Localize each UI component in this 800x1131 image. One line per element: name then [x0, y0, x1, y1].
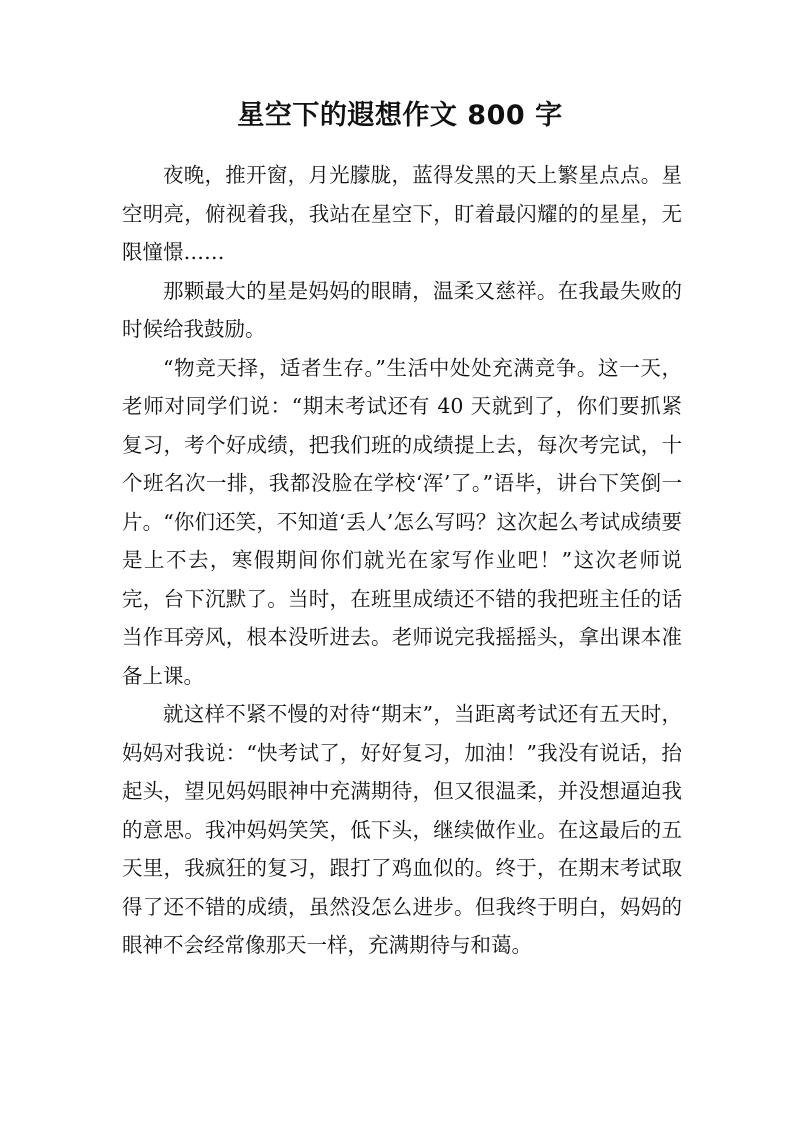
paragraph-2: 那颗最大的星是妈妈的眼睛，温柔又慈祥。在我最失败的时候给我鼓励。 — [122, 278, 682, 341]
paragraph-1: 夜晚，推开窗，月光朦胧，蓝得发黑的天上繁星点点。星空明亮，俯视着我，我站在星空下，盯着最闪耀的的星星，无限憧憬…… — [122, 163, 682, 264]
essay-body — [122, 156, 682, 965]
paragraph-3: “物竞天择，适者生存。”生活中处处充满竞争。这一天，老师对同学们说：“期末考试还有 40 天就到了，你们要抓紧复习，考个好成绩，把我们班的成绩提上去，每次考完试，十个班名次一排，我都没脸在学校‘浑’了。”语毕，讲台下笑倒一片。“你们还笑，不知道‘丢人’怎么写吗？这次起么考试成绩要是上不去，寒假期间你们就光在家写作业吧！”这次老师说完，台下沉默了。当时，在班里成绩还不错的我把班主任的话当作耳旁风，根本没听进去。老师说完我摇摇头，拿出课本准备上课。 — [122, 355, 682, 688]
page-title: 星空下的遐想作文 800 字 — [237, 100, 563, 131]
paragraph-4: 就这样不紧不慢的对待“期末”，当距离考试还有五天时，妈妈对我说：“快考试了，好好复习，加油！”我没有说话，抬起头，望见妈妈眼神中充满期待，但又很温柔，并没想逼迫我的意思。我冲妈妈笑笑，低下头，继续做作业。在这最后的五天里，我疯狂的复习，跟打了鸡血似的。终于，在期末考试取得了还不错的成绩，虽然没怎么进步。但我终于明白，妈妈的眼神不会经常像那天一样，充满期待与和蔼。 — [122, 702, 682, 957]
